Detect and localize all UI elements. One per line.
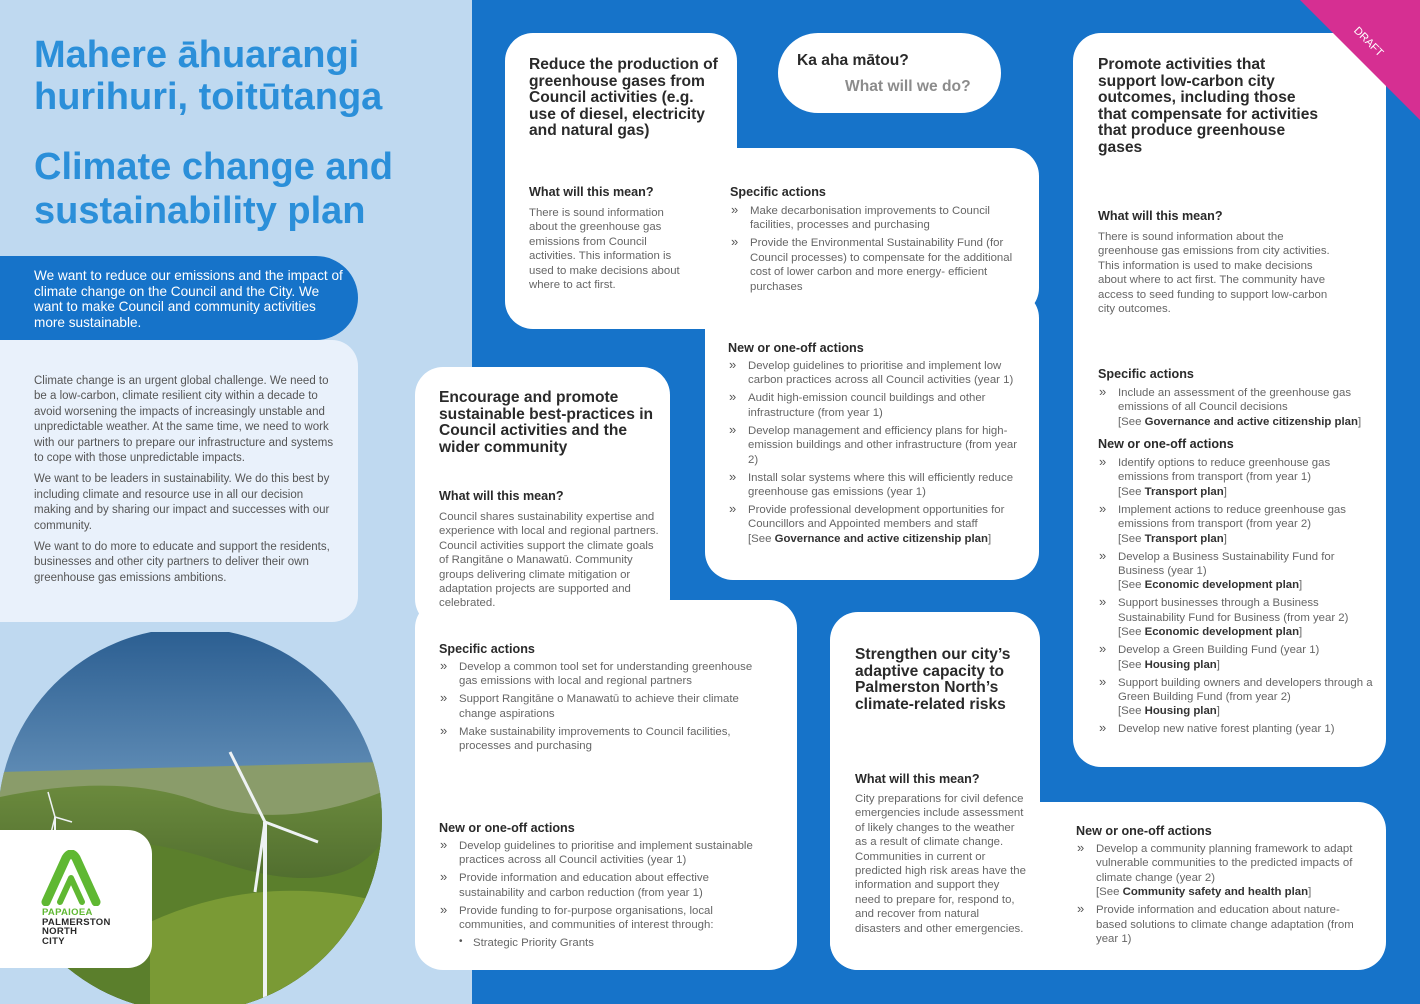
- goal3-new-heading: New or one-off actions: [1076, 824, 1212, 838]
- goal1-specific-list: [730, 204, 1015, 298]
- goal1-specific-heading: Specific actions: [730, 185, 826, 199]
- question-bubble: [778, 33, 1001, 113]
- list-item: [1098, 550, 1378, 593]
- bracket-close: ]: [1299, 626, 1303, 639]
- see-label: [See: [748, 532, 775, 545]
- plan-reference: [1118, 416, 1361, 428]
- see-label: [See: [1118, 485, 1145, 498]
- body-paragraph: Climate change is an urgent global challenge. We need to be a low-carbon, climate resilient city within a decade to avoid worsening the impacts of increasingly unstable and unpredictable weather. At the same time, we need to work with our partners to prepare our infrastructure and systems to cope with those unpredictable impacts.: [34, 375, 334, 465]
- list-item: [1098, 643, 1378, 672]
- goal4-meaning-heading: What will this mean?: [1098, 209, 1223, 223]
- list-item: » Develop new native forest planting (year 1): [1098, 722, 1378, 736]
- intro-text: We want to reduce our emissions and the impact of climate change on the Council and the City. We want to make Council and community activities more sustainable.: [34, 268, 343, 330]
- goal3-meaning-text: City preparations for civil defence emergencies include assessment of likely changes to the weather as a result of climate change. Communities in current or predicted high risk areas have the information and support they need to prepare for, respond to, and recover from natural disasters and other emergencies.: [855, 793, 1026, 935]
- list-item: [1098, 386, 1378, 429]
- list-item: » Develop management and efficiency plans for high-emission buildings and other infrastructure (from year 2): [728, 424, 1023, 467]
- see-label: [See: [1118, 626, 1145, 639]
- list-item: » Develop guidelines to prioritise and implement low carbon practices across all Council activities (year 1): [728, 359, 1023, 388]
- see-label: [See: [1096, 886, 1123, 899]
- list-item: [1098, 456, 1378, 499]
- goal1-meaning-text: There is sound information about the greenhouse gas emissions from Council activities. This information is used to make decisions about where to act first.: [529, 207, 680, 292]
- list-item-text: Provide professional development opportunities for Councillors and Appointed members and staff: [748, 504, 1005, 531]
- goal2-new-heading: New or one-off actions: [439, 821, 575, 835]
- goal1-new-heading: New or one-off actions: [728, 341, 864, 355]
- goal4-heading: Promote activities that support low-carbon city outcomes, including those that compensate for activities that produce greenhouse gases: [1098, 56, 1319, 156]
- goal1-heading: Reduce the production of greenhouse gases from Council activities (e.g. use of diesel, electricity and natural gas): [529, 56, 718, 140]
- body-text: [34, 374, 339, 592]
- goal4-specific-list: [1098, 386, 1378, 433]
- list-item-text: Develop a Green Building Fund (year 1): [1118, 644, 1320, 657]
- logo-line: PALMERSTON: [42, 916, 111, 928]
- list-item: [1098, 503, 1378, 546]
- plan-name: Community safety and health plan: [1122, 886, 1309, 899]
- plan-reference: [1118, 533, 1227, 545]
- bracket-close: ]: [1299, 579, 1303, 592]
- draft-label: DRAFT: [1351, 24, 1386, 60]
- list-item: [1098, 596, 1378, 639]
- list-item: » Install solar systems where this will efficiently reduce greenhouse gas emissions (year 1): [728, 471, 1023, 500]
- list-item: » Make decarbonisation improvements to Council facilities, processes and purchasing: [730, 204, 1015, 233]
- list-item-text: Develop a community planning framework to adapt vulnerable communities to the predicted impacts of climate change (year 2): [1096, 843, 1353, 884]
- bracket-close: ]: [1216, 705, 1220, 718]
- plan-name: Governance and active citizenship plan: [1144, 415, 1358, 428]
- list-item: [1098, 676, 1378, 719]
- page-title-maori: Mahere āhuarangi hurihuri, toitūtanga: [34, 34, 383, 118]
- list-item: » Develop guidelines to prioritise and implement sustainable practices across all Council activities (year 1): [439, 839, 774, 868]
- see-label: [See: [1118, 532, 1145, 545]
- list-subitem: • Strategic Priority Grants: [439, 936, 774, 950]
- goal4-new-list: [1098, 456, 1378, 740]
- plan-name: Housing plan: [1144, 658, 1217, 671]
- body-paragraph: We want to be leaders in sustainability. We do this best by including climate and resource use in all our decision making and by sharing our impact and successes with our community.: [34, 473, 330, 532]
- list-item-text: Support businesses through a Business Sustainability Fund for Business (from year 2): [1118, 597, 1349, 624]
- plan-name: Economic development plan: [1144, 626, 1300, 639]
- list-item-text: Develop a Business Sustainability Fund for Business (year 1): [1118, 550, 1335, 578]
- list-item: » Support Rangitāne o Manawatū to achieve their climate change aspirations: [439, 692, 769, 721]
- logo-line: CITY: [42, 935, 65, 947]
- plan-name: Governance and active citizenship plan: [774, 532, 988, 545]
- list-item-text: Include an assessment of the greenhouse gas emissions of all Council decisions: [1118, 387, 1352, 414]
- plan-reference: [1118, 579, 1302, 591]
- goal2-heading: Encourage and promote sustainable best-practices in Council activities and the wider community: [439, 389, 654, 456]
- plan-name: Transport plan: [1144, 485, 1224, 498]
- list-item: » Make sustainability improvements to Council facilities, processes and purchasing: [439, 725, 769, 754]
- goal3-meaning-heading: What will this mean?: [855, 772, 980, 786]
- bracket-close: ]: [1357, 415, 1362, 428]
- list-item: » Provide information and education about effective sustainability and carbon reduction (from year 1): [439, 871, 774, 900]
- goal3-heading: Strengthen our city’s adaptive capacity to Palmerston North’s climate-related risks: [855, 646, 1011, 713]
- goal4-meaning-text: There is sound information about the greenhouse gas emissions from city activities. This information is used to make decisions about where to act first. The community have access to seed funding to support low-carbon city outcomes.: [1098, 231, 1330, 316]
- list-item: » Provide information and education about nature-based solutions to climate change adaptation (from year 1): [1076, 903, 1366, 946]
- goal3-new-list: [1076, 842, 1366, 950]
- papaioea-logo-icon: [40, 850, 102, 906]
- goal2-meaning-heading: What will this mean?: [439, 489, 564, 503]
- plan-name: Housing plan: [1144, 705, 1217, 718]
- list-item: » Provide funding to for-purpose organisations, local communities, and communities of interest through:: [439, 904, 774, 933]
- see-label: [See: [1118, 705, 1145, 718]
- goal1-new-list: [728, 359, 1023, 550]
- logo-wordmark: [42, 908, 146, 946]
- plan-reference: [1118, 626, 1302, 638]
- bubble-question-english: What will we do?: [845, 78, 971, 95]
- list-item: » Provide the Environmental Sustainability Fund (for Council processes) to compensate for the additional cost of lower carbon and more energy- efficient purchases: [730, 236, 1015, 294]
- goal1-meaning-heading: What will this mean?: [529, 185, 654, 199]
- list-item-text: Identify options to reduce greenhouse gas emissions from transport (from year 1): [1118, 457, 1331, 484]
- plan-name: Economic development plan: [1144, 579, 1300, 592]
- list-item: » Develop a common tool set for understanding greenhouse gas emissions with local and regional partners: [439, 660, 769, 689]
- page-title: Climate change and sustainability plan: [34, 146, 393, 232]
- goal2-specific-list: [439, 660, 769, 757]
- plan-reference: [1118, 705, 1220, 717]
- plan-reference: [1096, 886, 1311, 898]
- see-label: [See: [1118, 415, 1145, 428]
- body-paragraph: We want to do more to educate and support the residents, businesses and other city partners to deliver their own greenhouse gas emissions ambitions.: [34, 541, 330, 584]
- list-item: » Audit high-emission council buildings and other infrastructure (from year 1): [728, 391, 1023, 420]
- see-label: [See: [1118, 579, 1145, 592]
- bracket-close: ]: [987, 532, 992, 545]
- goal4-new-heading: New or one-off actions: [1098, 437, 1234, 451]
- plan-reference: [1118, 659, 1220, 671]
- bracket-close: ]: [1308, 886, 1312, 899]
- bracket-close: ]: [1216, 658, 1220, 671]
- bracket-close: ]: [1223, 485, 1227, 498]
- plan-reference: [1118, 486, 1227, 498]
- plan-reference: [748, 533, 991, 545]
- plan-name: Transport plan: [1144, 532, 1224, 545]
- list-item-text: Implement actions to reduce greenhouse gas emissions from transport (from year 2): [1118, 503, 1346, 531]
- goal2-specific-heading: Specific actions: [439, 642, 535, 656]
- bracket-close: ]: [1223, 532, 1227, 545]
- goal2-new-list: [439, 839, 774, 954]
- bubble-question-maori: Ka aha mātou?: [797, 52, 909, 69]
- logo-line: NORTH: [42, 926, 78, 937]
- see-label: [See: [1118, 658, 1145, 671]
- list-item: [1076, 842, 1366, 900]
- list-item: [728, 503, 1023, 546]
- goal4-specific-heading: Specific actions: [1098, 367, 1194, 381]
- goal2-meaning-text: Council shares sustainability expertise and experience with local and regional partners. Council activities support the climate goals of Rangitāne o Manawatū. Community groups delivering climate mitigation or adaptation projects are supported and celebrated.: [439, 511, 659, 610]
- logo-line: PAPAIOEA: [42, 907, 93, 918]
- list-item-text: Support building owners and developers through a Green Building Fund (from year 2): [1118, 676, 1373, 704]
